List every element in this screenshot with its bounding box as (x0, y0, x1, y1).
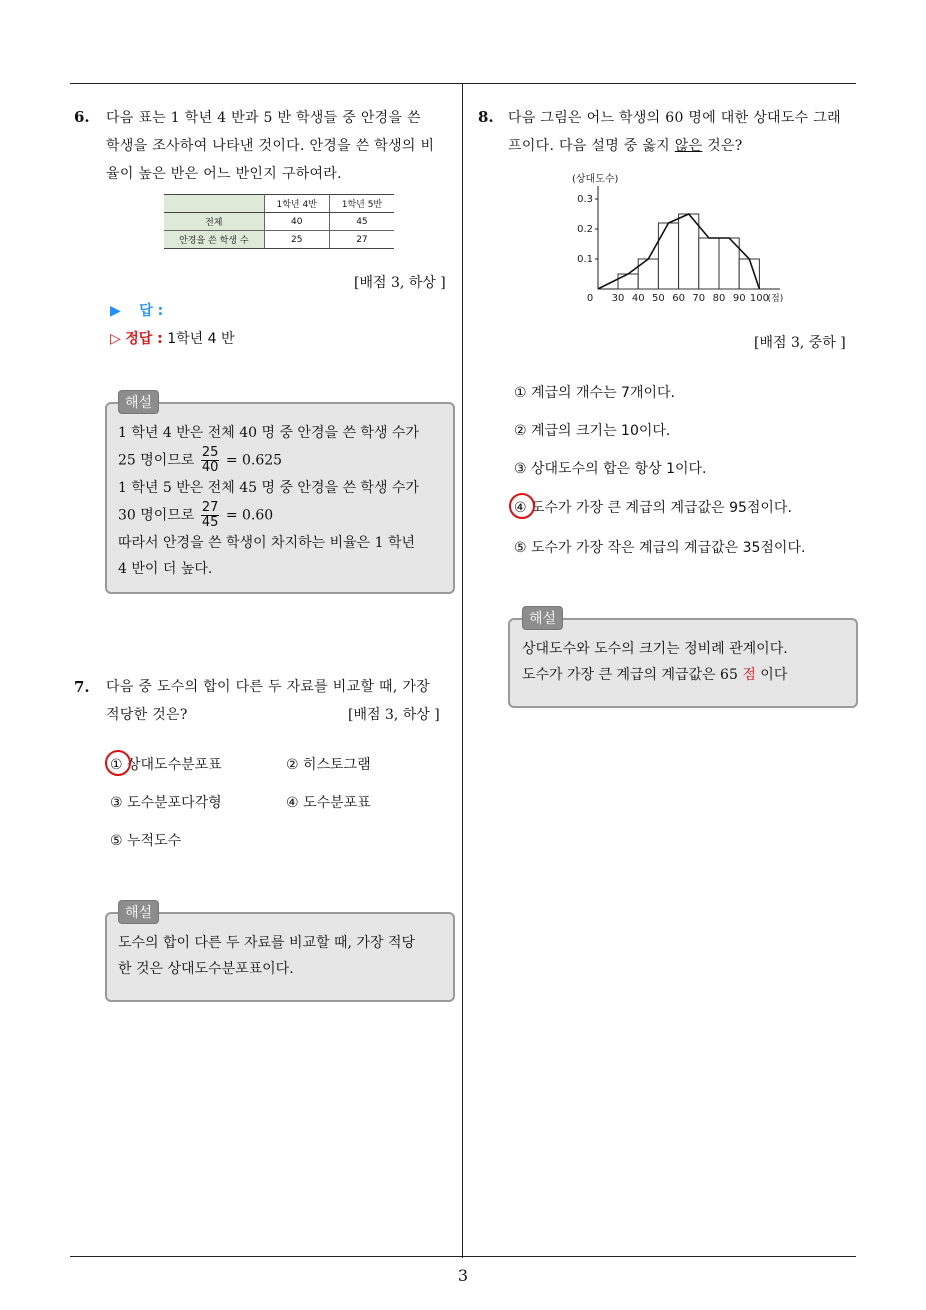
question-6-text (106, 104, 456, 188)
question-8-text (508, 104, 858, 160)
q8-choice-1[interactable]: ① 계급의 개수는 7개이다. (514, 385, 675, 401)
explain-line: 4 반이 더 높다. (118, 561, 213, 577)
explain-red-text: 점 (742, 667, 756, 683)
x-tick-label: 60 (672, 293, 685, 304)
explain-line (118, 446, 448, 475)
question-7-line-1: 다음 중 도수의 합이 다른 두 자료를 비교할 때, 가장 (106, 679, 430, 695)
table-row-label-total: 전체 (164, 213, 264, 231)
question-7-score: [배점 3, 하상 ] (348, 707, 440, 723)
histogram-bar (618, 274, 638, 289)
question-6-line-2: 학생을 조사하여 나타낸 것이다. 안경을 쓴 학생의 비 (106, 138, 435, 154)
x-tick-label: 90 (732, 293, 746, 304)
fraction-denominator: 45 (201, 515, 219, 530)
explain-text: 25 명이므로 (118, 452, 195, 469)
explain-line: 도수의 합이 다른 두 자료를 비교할 때, 가장 적당 (118, 935, 416, 951)
table-header-empty (164, 195, 264, 213)
x-tick-label: 50 (652, 293, 665, 304)
explanation-tab-q7: 해설 (118, 900, 159, 924)
question-8-line-1: 다음 그림은 어느 학생의 60 명에 대한 상대도수 그래 (508, 110, 841, 126)
q8-choice-5[interactable]: ⑤ 도수가 가장 작은 계급의 계급값은 35점이다. (514, 540, 806, 556)
question-7-line-2: 적당한 것은? (106, 707, 188, 723)
x-tick-label: 80 (712, 293, 726, 304)
outline-triangle-icon: ▷ (110, 331, 121, 347)
table-row-label-glasses: 안경을 쓴 학생 수 (164, 231, 264, 249)
q8-choice-2[interactable]: ② 계급의 크기는 10이다. (514, 423, 671, 439)
table-cell: 40 (264, 213, 329, 231)
correct-answer-row (110, 328, 235, 348)
explanation-text-q7 (118, 930, 448, 982)
explain-line (118, 501, 448, 530)
fraction-numerator: 27 (201, 500, 219, 515)
y-tick-label: 0.3 (577, 194, 593, 205)
explain-text: 이다 (755, 667, 788, 683)
explain-line: 1 학년 4 반은 전체 40 명 중 안경을 쓴 학생 수가 (118, 425, 419, 441)
explanation-tab-q6: 해설 (118, 390, 159, 414)
fraction-denominator: 40 (201, 460, 219, 475)
bottom-rule (70, 1256, 856, 1257)
relative-frequency-chart (570, 168, 800, 308)
question-8-number: 8. (478, 108, 494, 126)
explanation-tab-q8: 해설 (522, 606, 563, 630)
y-tick-label: 0.1 (577, 254, 593, 265)
page-number: 3 (457, 1266, 469, 1285)
answer-label: 답 : (139, 303, 164, 319)
question-8-score: [배점 3, 중하 ] (754, 335, 846, 351)
chart-bars (618, 214, 759, 289)
explain-text: 도수가 가장 큰 계급의 계급값은 65 (522, 667, 743, 683)
column-divider (462, 84, 463, 1258)
correct-answer-label: 정답 : (125, 331, 163, 347)
x-axis-label: (점) (767, 294, 784, 304)
question-text: 것은? (702, 138, 743, 154)
q8-choice-4[interactable]: ④ 도수가 가장 큰 계급의 계급값은 95점이다. (514, 500, 792, 516)
question-6-table (164, 194, 394, 249)
question-6-line-1: 다음 표는 1 학년 4 반과 5 반 학생들 중 안경을 쓴 (106, 110, 421, 126)
fraction (201, 501, 220, 530)
q7-choice-3[interactable]: ③ 도수분포다각형 (110, 795, 222, 811)
question-8-line-2 (508, 132, 858, 160)
explanation-text-q6 (118, 420, 448, 582)
explain-text: 30 명이므로 (118, 507, 195, 524)
selected-circle-icon (105, 750, 131, 776)
answer-row (110, 300, 163, 320)
correct-answer-value: 1학년 4 반 (167, 331, 235, 347)
explain-line (522, 662, 852, 688)
explain-line: 1 학년 5 반은 전체 45 명 중 안경을 쓴 학생 수가 (118, 480, 419, 496)
selected-circle-icon (509, 493, 535, 519)
explain-line: 상대도수와 도수의 크기는 정비례 관계이다. (522, 641, 788, 657)
q7-choice-5[interactable]: ⑤ 누적도수 (110, 833, 182, 849)
x-tick-label: 70 (692, 293, 706, 304)
histogram-bar (679, 214, 699, 289)
histogram-bar (699, 238, 719, 289)
x-tick-label: 40 (631, 293, 645, 304)
fraction-numerator: 25 (201, 445, 219, 460)
histogram-bar (739, 259, 759, 289)
question-7-number: 7. (74, 678, 90, 696)
fraction (201, 446, 220, 475)
table-cell: 45 (329, 213, 394, 231)
play-triangle-icon: ▶ (110, 303, 121, 319)
question-6-line-3: 율이 높은 반은 어느 반인지 구하여라. (106, 166, 342, 182)
table-header-class4: 1학년 4반 (264, 195, 329, 213)
question-6-number: 6. (74, 108, 90, 126)
explain-text: = 0.625 (225, 452, 283, 469)
explain-line: 한 것은 상대도수분포표이다. (118, 961, 294, 977)
y-axis-label: (상대도수) (572, 174, 619, 185)
x-tick-label: 0 (586, 293, 594, 304)
question-6-score: [배점 3, 하상 ] (354, 275, 446, 291)
question-text: 프이다. 다음 설명 중 옳지 (508, 138, 675, 154)
explain-line: 따라서 안경을 쓴 학생이 차지하는 비율은 1 학년 (118, 535, 416, 551)
underlined-word: 않은 (674, 138, 703, 154)
explanation-text-q8 (522, 636, 852, 688)
q7-choice-4[interactable]: ④ 도수분포표 (286, 795, 371, 811)
q7-choice-2[interactable]: ② 히스토그램 (286, 757, 371, 773)
table-cell: 27 (329, 231, 394, 249)
top-rule (70, 83, 856, 84)
q7-choice-1[interactable]: ① 상대도수분포표 (110, 757, 222, 773)
x-tick-label: 30 (611, 293, 625, 304)
table-header-class5: 1학년 5반 (329, 195, 394, 213)
table-cell: 25 (264, 231, 329, 249)
histogram-bar (658, 223, 678, 289)
y-tick-label: 0.2 (577, 224, 593, 235)
q8-choice-3[interactable]: ③ 상대도수의 합은 항상 1이다. (514, 461, 707, 477)
x-tick-label: 100 (749, 293, 769, 304)
explain-text: = 0.60 (225, 507, 274, 524)
